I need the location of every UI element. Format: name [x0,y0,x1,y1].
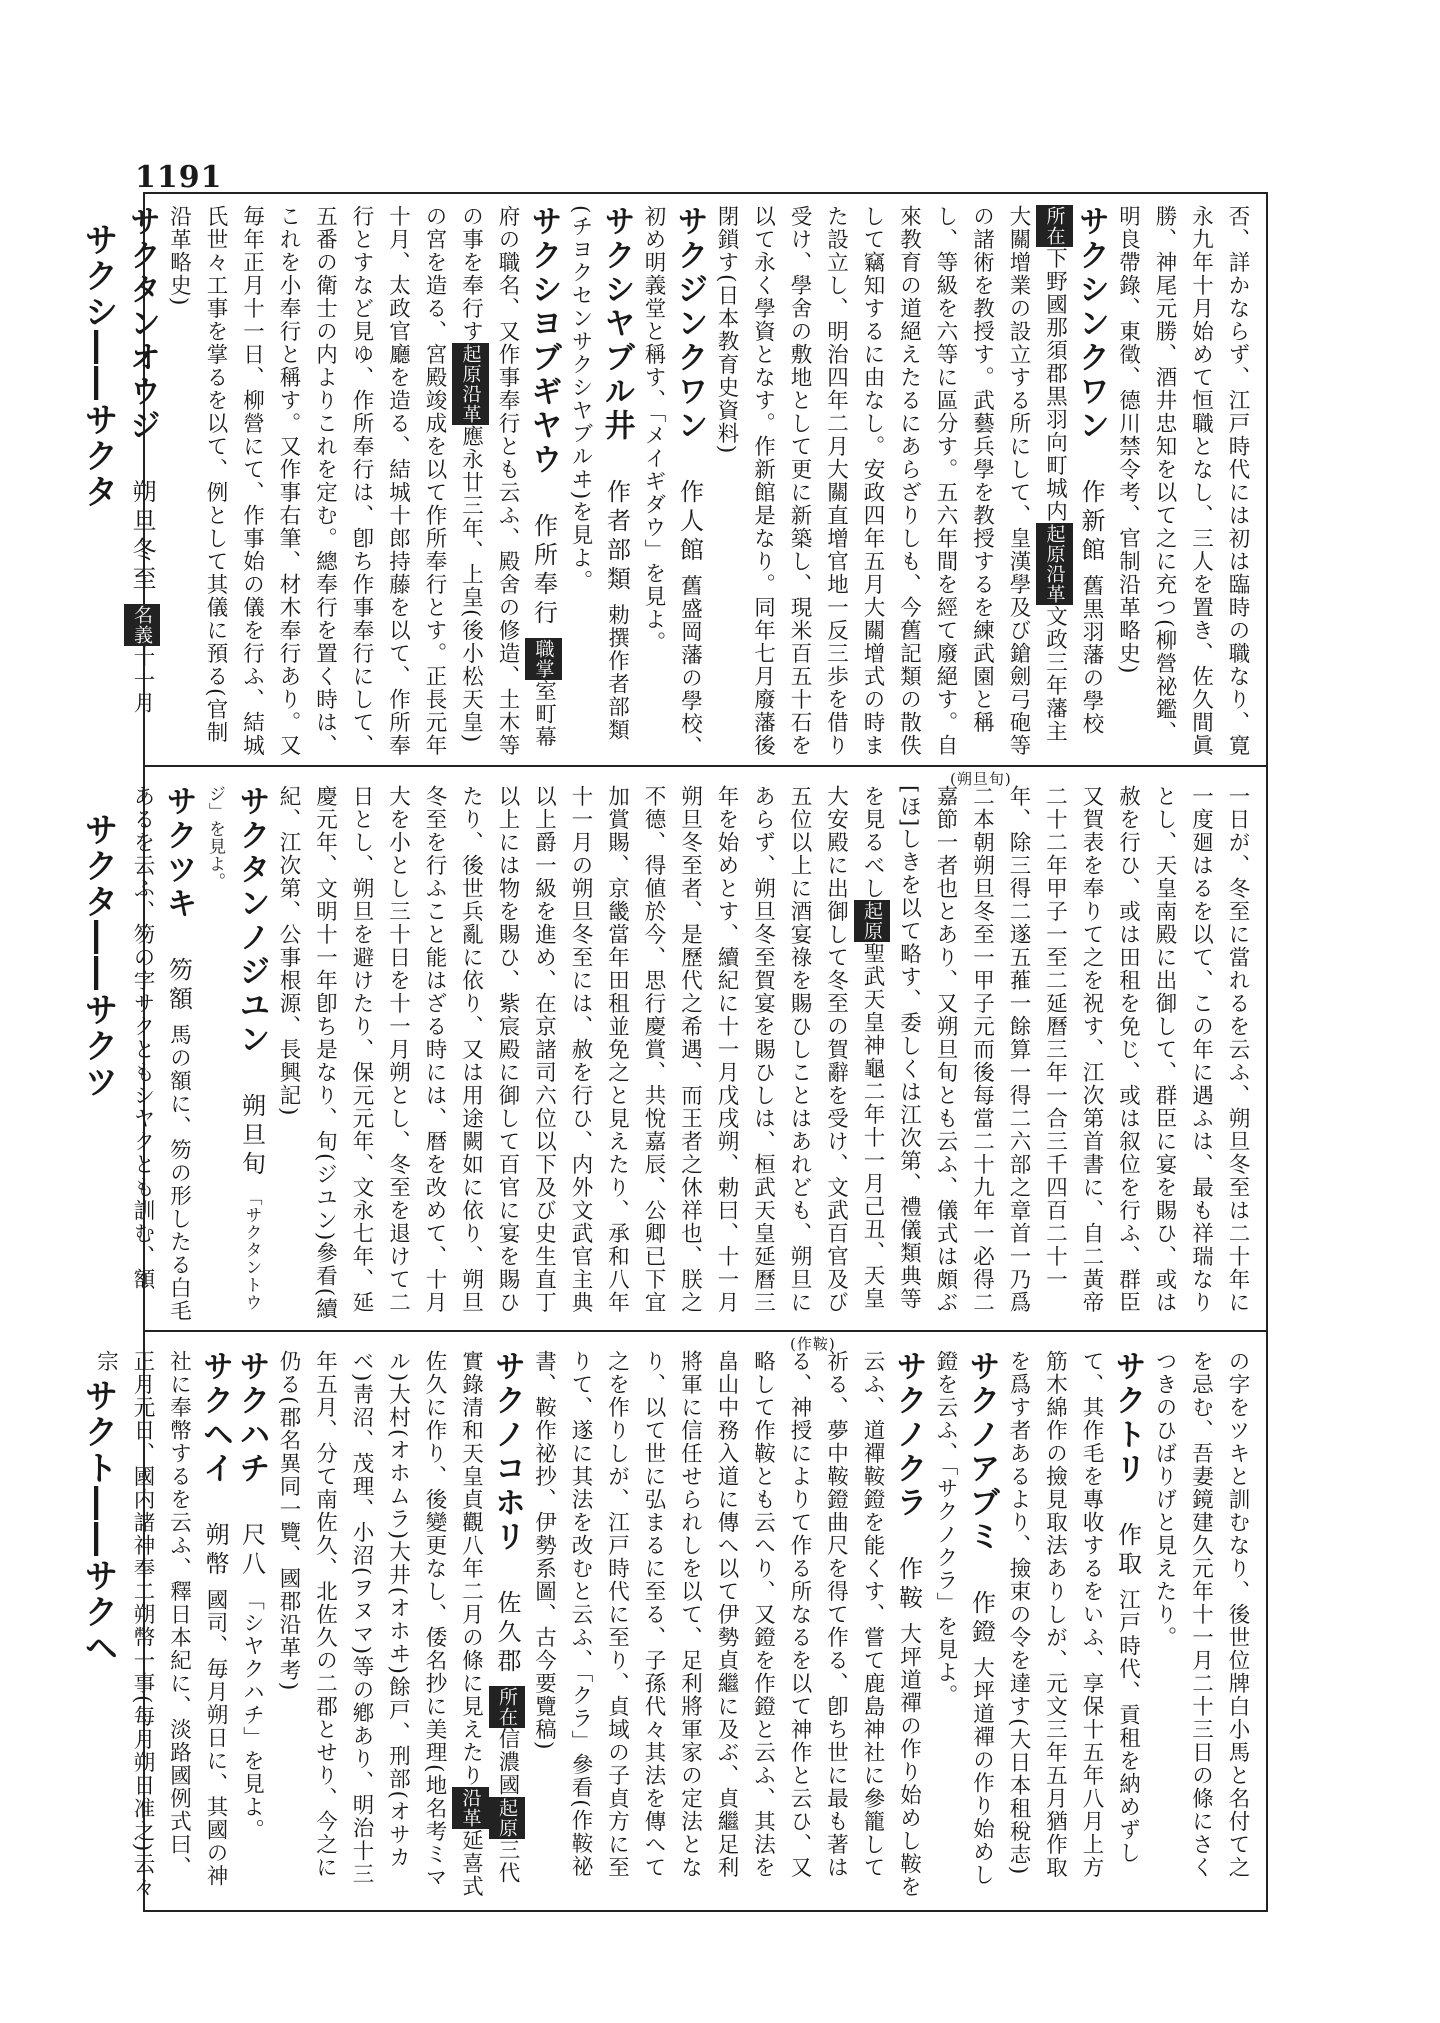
entry-gloss: 作新館 [1077,479,1105,567]
section-label-bottom: (作鞍) [790,1335,836,1353]
entry-sakushinkwan [1073,205,1110,760]
entry-sakunoabumi [927,1350,1000,1900]
entry-headword: サクノアブミ [963,1350,1000,1554]
entry-text: 舊盛岡藩の學校、初め明義堂と稱す、「メイギダウ」を見よ。 [641,205,703,759]
divider-2 [143,1330,1268,1332]
entry-sakunokohori [270,1350,526,1900]
entry-headword: サクシヨブギヤウ [525,205,562,477]
entry-text: 國司、毎月朔日に、其國の神社に奉幣するを云ふ、釋日本紀に、淡路國例式曰、正月元日、國内諸神奉二朔幣一事(每月朔日准之)云々宗 [93,1350,228,1899]
entry-gloss: 作鞍 [894,1556,923,1615]
entry-headword: サクハチ [233,1350,270,1486]
entry-gloss: 朔幣 [201,1522,229,1581]
tag-label: 所在 [1036,205,1073,247]
entry-text: 十一月 [130,645,155,715]
entry-continuation: 否、詳かならず、江戸時代には初は臨時の職なり、寛永九年十月始めて恒職となし、三人を置き、佐久間眞勝、神尾元勝、酒井忠知を以て之に充つ(柳營祕鑑、明良帶錄、東徵、德川禁令考、官制沿革略史) [1115,205,1250,757]
entry-sakutori [1000,1350,1146,1900]
entry-text: 室町幕府の職名、又作事奉行とも云ふ、殿舍の修造、土木等の事を奉行す [458,205,557,757]
entry-gloss: 作人館 [675,479,704,567]
entry-headword: サクタンノジユン [233,785,270,1057]
tag-label: 起原 [854,900,891,942]
entry-text: 勅撰作者部類(チヨクセンサクシヤブルヰ)を見よ。 [568,205,630,742]
entry-text: 三代實錄清和天皇貞觀八年二月の條に見えたり [458,1350,520,1885]
divider-1 [143,765,1268,767]
entry-gloss: 佐久郡 [493,1590,521,1678]
entry-gloss: 作取 [1113,1522,1142,1581]
entry-text: 信濃國 [495,1727,520,1797]
entry-text: 文政三年藩主大關增業の設立する所にして、皇漢學及び鎗劍弓砲等の諸術を教授す。武藝兵學を教授するを練武園と稱し、等級を六等に區分す。五六年間を經て廢絕す。自來教育の道絕えたるにあらざりしも、今舊記類の散佚して竊知するに由なし。安政四年五月大關增式の時また設立し、明治四年二月大關直增官地一反三歩を借り受け、學舍の敷地として更に新築し、現米百五十石を以て永く學資となす。作新館是なり。同年七月廢藩後閉鎖す(日本教育史資料) [714,205,1068,757]
entry-sakunokura [525,1350,927,1900]
entry-sakutsuki [124,785,197,1325]
top-section [124,205,1255,760]
middle-section [130,785,1255,1325]
entry-sakutantouji [124,205,161,760]
entry-gloss: 尺八 [237,1522,266,1581]
entry-gloss: 作鐙 [967,1590,996,1649]
side-label-bottom: サクト――サクヘ [78,1378,118,1666]
entry-headword: サクノコホリ [489,1350,525,1554]
entry-gloss: 朔旦冬至 [128,479,156,596]
entry-text: 下野國那須郡黒羽向町城内 [1042,247,1068,523]
entry-text: 「サクタントウジ」を見よ。 [205,785,262,1312]
entry-gloss: 笏額 [164,957,193,1016]
tag-label: 起原沿革 [1036,523,1073,605]
entry-headword: サクノクラ [890,1350,927,1520]
entry-text: 舊黒羽藩の學校 [1079,574,1104,736]
entry-text: 一日が、冬至に當れるを云ふ、朔旦冬至は二十年に一度廻はるを以て、この年に遇ふは、最も祥瑞なりとし、天皇南殿に出御して、群臣に宴を賜ひ、或は赦を行ひ、或は田租を免じ、或は叙位を行ふ、群臣又賀表を奉りて之を祝す、江次第首書に、自二黃帝二十二年甲子一至二延曆三年一合三千四百二十一年、除三得二遂五蓷一餘算一得二六部之章首一乃爲二本朝朔旦冬至一甲子元而後每當二十九年一必得二嘉節一者也とあり、又朔旦旬とも云ふ、儀式は頗ぶ[ほ]しきを以て略す、委しくは江次第、禮儀類典等を見るべし [860,785,1250,1314]
section-label-middle: (朔旦旬) [950,770,1012,788]
top-columns [124,205,1255,760]
side-label-middle: サクタ――サクツ [78,812,118,1100]
entry-text: 江戸時代、貢租を納めずして、其作毛を專收するをいふ、享保十五年八月上方筋木綿作の撿見取法ありしが、元文三年五月猶作取を爲す者あるより、撿束の令を達す(大日本租稅志) [1006,1350,1141,1879]
entry-headword: サクツキ [160,785,197,921]
entry-sakushobugyau [160,205,562,760]
entry-headword: サクタンオウジ [124,205,160,443]
entry-text: 馬の額に、笏の形したる白毛あるを云ふ、笏の字サクともシヤクとも訓む、額 [130,785,192,1323]
entry-headword: サクシンクワン [1073,205,1109,443]
entry-sakutannojiyun [197,785,270,1325]
tag-label: 所在 [489,1686,526,1728]
entry-text: 大坪道禪の作り始めし鐙を云ふ、「サクノクラ」を見よ。 [933,1350,995,1887]
entry-text: 應永廿三年、上皇(後小松天皇)の宮を造る、宮殿竣成を以て作所奉行とす。正長元年十月、太政官廳を造る、結城十郎持藤を以て、作所奉行とすなど見ゆ、作所奉行は、卽ち作事奉行にして、五番の衛士の内よりこれを定む。總奉行を置く時は、これを小奉行と稱す。又作事右筆、材木奉行あり。又毎年正月十一日、柳營にて、作事始の儀を行ふ、結城氏世々工事を掌るを以て、例として其儀に預る(官制沿革略史) [166,205,484,757]
entry-continuation: の字をツキと訓むなり、後世位牌白小馬と名付て之を忌む、吾妻鏡建久元年十一月二十三日の條にさくつきのひばりげと見えたり。 [1152,1350,1250,1879]
entry-text: 「シヤクハチ」を見よ。 [239,1588,265,1842]
entry-text: 聖武天皇神龜二年十一月己丑、天皇大安殿に出御して冬至の賀辭を受け、文武百官及び五位以上に酒宴祿を賜ひしことはあれども、朔旦にあらず、朔旦冬至賀宴を賜ひしは、桓武天皇延曆三年を始めとす、續紀に十一月戊戌朔、勅曰、十一月朔旦冬至者、是歷代之希遇、而王者之休祥也、朕之不德、得値於今、思行慶賞、共悅嘉辰、公卿已下宜加賞賜、京畿當年田租並免之と見えたり、承和八年十一月の朔旦冬至には、赦を行ひ、内外文武官主典以上爵一級を進め、在京諸司六位以下及び史生直丁以上には物を賜ひ、紫宸殿に御して百官に宴を賜ひたり、後世兵亂に依り、又は用途闕如に依り、朔旦冬至を行ふこと能はざる時には、暦を改めて、十月大を小とし三十日を十一月朔とし、冬至を退けて二日とし、朔旦を避けたり、保元元年、文永七年、延慶元年、文明十一年卽ち是なり、旬(ジユン)參看(續紀、江次第、公事根源、長興記) [276,785,885,1321]
page-number: 1191 [135,160,223,195]
entry-headword: サクヘイ [197,1350,233,1486]
tag-label: 起原沿革 [452,343,489,425]
entry-gloss: 作者部類 [602,479,631,596]
entry-sakushinkwan-body [708,205,1073,760]
entry-headword: サクシヤブル井 [598,205,635,443]
entry-text: 延喜式佐久に作り、後變更なし、倭名抄に美理(地名考ミマル)大村(オホムラ)大井(オホヰ)餘戸、刑部(オサカベ)靑沼、茂理、小沼(ヲヌマ)等の鄕あり、明治十三年五月、分て南佐久、北佐久の二郡とせり、今之に仍る(郡名異同一覽、國郡沿革考) [276,1350,484,1898]
tag-label: 職掌 [525,638,562,680]
entry-gloss: 朔旦旬 [237,1093,266,1181]
entry-sakushaburui [562,205,635,760]
middle-columns [130,785,1255,1325]
entry-sakuhachi [233,1350,270,1900]
side-label-top: サクシ――サクタ [78,222,118,510]
entry-sakujinkwan [635,205,708,760]
tag-label: 名義 [124,604,161,646]
entry-sakuhei [87,1350,233,1900]
entry-headword: サクジンクワン [671,205,708,443]
entry-gloss: 作所奉行 [529,513,558,630]
entry-headword: サクトリ [1109,1350,1146,1486]
entry-continuation [270,785,1256,1325]
tag-label: 起原 [489,1797,526,1839]
tag-label: 沿革 [452,1787,489,1829]
entry-text: 大坪道禪の作り始めし鞍を云ふ、道禪鞍鐙を能くす、嘗て鹿島神社に參籠して祈る、夢中鞍鐙曲尺を得て作る、卽ち世に最も著はる、神授によりて作る所なるを以て神作と云ひ、又略して作鞍とも云へり、又鐙を作鐙と云ふ、其法を畠山中務入道に傳へ以て伊勢貞繼に及ぶ、貞繼足利將軍に信任せられしを以て、足利將軍家の定法となり、以て世に弘まるに至る、子孫代々其法を傳へて之を作りしが、江戸時代に至り、貞域の子貞方に至りて、遂に其法を改むと云ふ、「クラ」參看(作鞍祕書、鞍作祕抄、伊勢系圖、古今要覽稿) [531,1350,922,1899]
